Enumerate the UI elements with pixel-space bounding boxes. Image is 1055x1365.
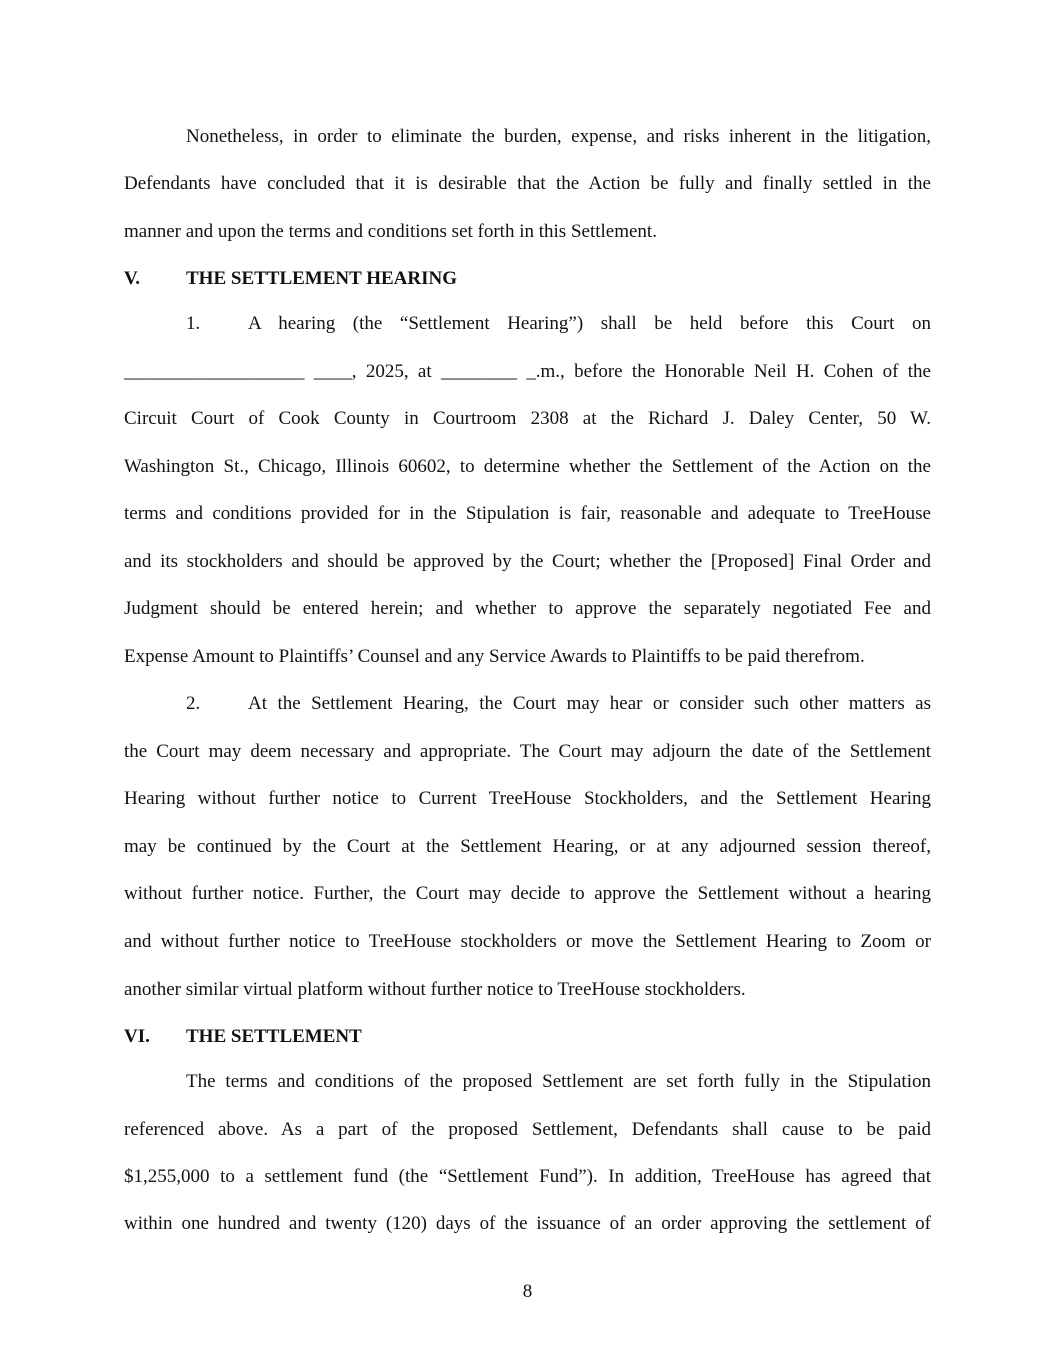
paragraph-line: may be continued by the Court at the Settlement Hearing, or at any adjourned session thereof,	[124, 836, 931, 857]
paragraph-line: $1,255,000 to a settlement fund (the “Settlement Fund”). In addition, TreeHouse has agreed that	[124, 1166, 931, 1187]
page-number: 8	[522, 1281, 533, 1302]
paragraph-line: the Court may deem necessary and appropriate. The Court may adjourn the date of the Settlement	[124, 741, 931, 762]
paragraph-line: Washington St., Chicago, Illinois 60602, to determine whether the Settlement of the Action on the	[124, 456, 931, 477]
section-title: THE SETTLEMENT HEARING	[186, 268, 458, 289]
paragraph-line: without further notice. Further, the Court may decide to approve the Settlement without a hearing	[124, 883, 931, 904]
paragraph-line: At the Settlement Hearing, the Court may hear or consider such other matters as	[248, 693, 931, 714]
paragraph-line: Defendants have concluded that it is desirable that the Action be fully and finally settled in the	[124, 173, 931, 194]
paragraph-line: The terms and conditions of the proposed Settlement are set forth fully in the Stipulation	[186, 1071, 931, 1092]
paragraph-line: A hearing (the “Settlement Hearing”) shall be held before this Court on	[248, 313, 931, 334]
paragraph-line: within one hundred and twenty (120) days of the issuance of an order approving the settlement of	[124, 1213, 931, 1234]
paragraph-line: terms and conditions provided for in the Stipulation is fair, reasonable and adequate to TreeHouse	[124, 503, 931, 524]
paragraph-line: and its stockholders and should be approved by the Court; whether the [Proposed] Final Order and	[124, 551, 931, 572]
paragraph-line: Circuit Court of Cook County in Courtroom 2308 at the Richard J. Daley Center, 50 W.	[124, 408, 931, 429]
paragraph-line: Expense Amount to Plaintiffs’ Counsel and any Service Awards to Plaintiffs to be paid therefrom.	[124, 646, 865, 667]
section-number: V.	[124, 268, 141, 289]
paragraph-line: Judgment should be entered herein; and whether to approve the separately negotiated Fee and	[124, 598, 931, 619]
paragraph-line: Hearing without further notice to Current TreeHouse Stockholders, and the Settlement Hearing	[124, 788, 931, 809]
paragraph-line: another similar virtual platform without further notice to TreeHouse stockholders.	[124, 979, 746, 1000]
paragraph-number: 1.	[186, 313, 201, 334]
paragraph-line: referenced above. As a part of the proposed Settlement, Defendants shall cause to be paid	[124, 1119, 931, 1140]
section-number: VI.	[124, 1026, 150, 1047]
paragraph-line: ___________________ ____, 2025, at ________ _.m., before the Honorable Neil H. Cohen of the	[124, 361, 931, 382]
section-title: THE SETTLEMENT	[186, 1026, 362, 1047]
paragraph-line: and without further notice to TreeHouse stockholders or move the Settlement Hearing to Zoom or	[124, 931, 931, 952]
paragraph-line: manner and upon the terms and conditions set forth in this Settlement.	[124, 221, 657, 242]
paragraph-number: 2.	[186, 693, 201, 714]
paragraph-line: Nonetheless, in order to eliminate the burden, expense, and risks inherent in the litigation,	[186, 126, 931, 147]
